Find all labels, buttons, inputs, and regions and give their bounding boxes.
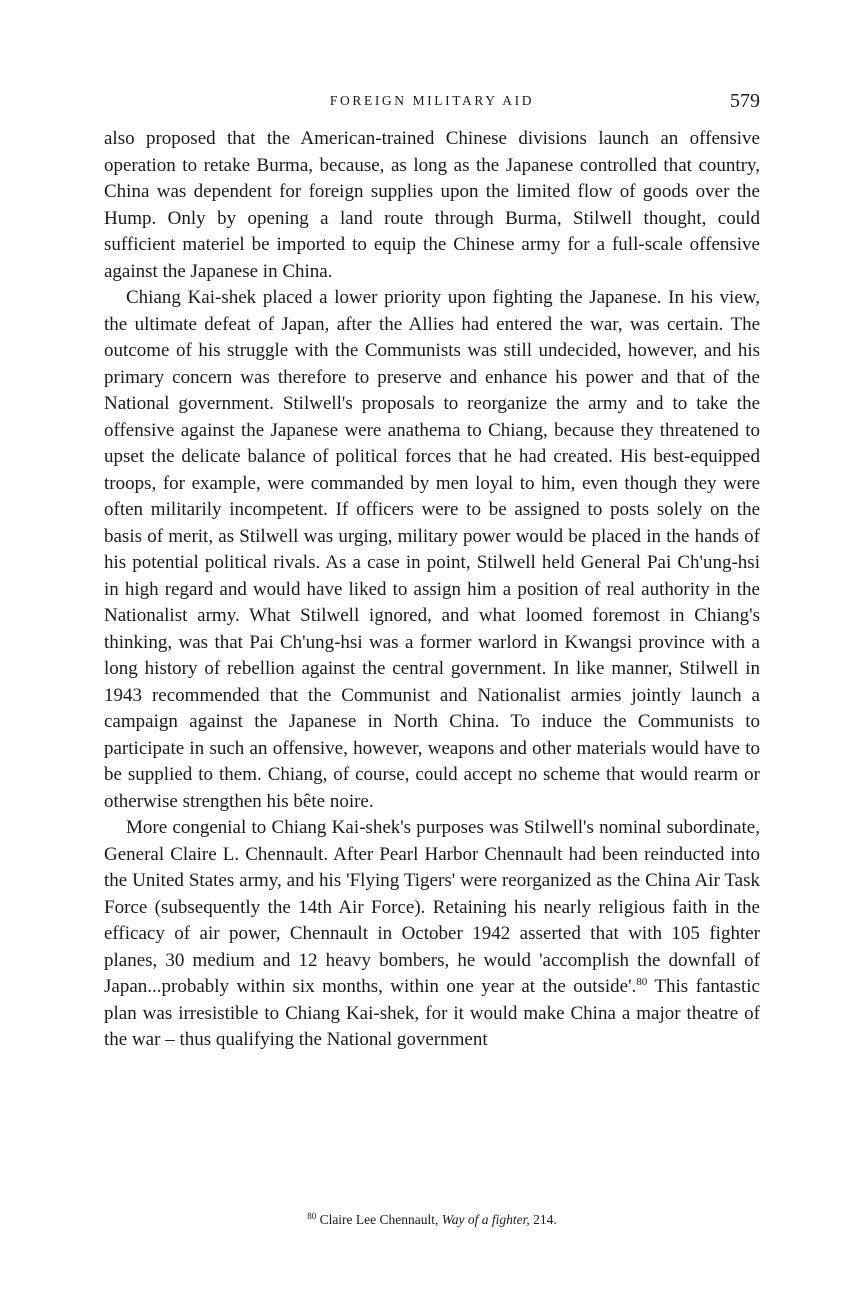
- running-title: FOREIGN MILITARY AID: [329, 93, 535, 108]
- footnote-number: 80: [307, 1211, 317, 1221]
- paragraph-1: also proposed that the American-trained Chinese divisions launch an offensive operation to retake Burma, because, as long as the Japanese controlled that country, China was dependent for foreign supplies upon the limited flow of goods over the Hump. Only by opening a land route through Burma, Stilwell thought, could sufficient materiel be imported to equip the Chinese army for a full-scale offensive against the Japanese in China.: [104, 128, 760, 282]
- paragraph-2: Chiang Kai-shek placed a lower priority upon fighting the Japanese. In his view, the ultimate defeat of Japan, after the Allies had entered the war, was certain. The outcome of his struggle with the Communists was still undecided, however, and his primary concern was therefore to preserve and enhance his power and that of the National government. Stilwell's proposals to reorganize the army and to take the offensive against the Japanese were anathema to Chiang, because they threatened to upset the delicate balance of political forces that he had created. His best-equipped troops, for example, were commanded by men loyal to him, even though they were often militarily incompetent. If officers were to be assigned to posts solely on the basis of merit, as Stilwell was urging, military power would be placed in the hands of his potential political rivals. As a case in point, Stilwell held General Pai Ch'ung-hsi in high regard and would have liked to assign him a position of real authority in the Nationalist army. What Stilwell ignored, and what loomed foremost in Chiang's thinking, was that Pai Ch'ung-hsi was a former warlord in Kwangsi province with a long history of rebellion against the central government. In like manner, Stilwell in 1943 recommended that the Communist and Nationalist armies jointly launch a campaign against the Japanese in North China. To induce the Communists to participate in such an offensive, however, weapons and other materials would have to be supplied to them. Chiang, of course, could accept no scheme that would rearm or otherwise strengthen his bête noire.: [104, 287, 760, 812]
- footnote-book-title: Way of a fighter,: [441, 1212, 530, 1227]
- paragraph-3-part-2: This fantastic plan was irresistible to Chiang Kai-shek, for it would make China a major theatre of the war – thus qualifying the National government: [104, 976, 760, 1050]
- footnote-page: 214.: [533, 1212, 557, 1227]
- paragraph-3: [104, 815, 760, 1054]
- page-number: 579: [730, 90, 760, 112]
- paragraph-3-part-1: More congenial to Chiang Kai-shek's purposes was Stilwell's nominal subordinate, General Claire L. Chennault. After Pearl Harbor Chennault had been reinducted into the United States army, and his 'Flying Tigers' were reorganized as the China Air Task Force (subsequently the 14th Air Force). Retaining his nearly religious faith in the efficacy of air power, Chennault in October 1942 asserted that with 105 fighter planes, 30 medium and 12 heavy bombers, he would 'accomplish the downfall of Japan...probably within six months, within one year at the outside'.: [104, 817, 760, 997]
- footnote: [104, 1212, 760, 1228]
- body-text: [104, 126, 760, 1054]
- footnote-author: Claire Lee Chennault,: [319, 1212, 439, 1227]
- footnote-reference: 80: [636, 976, 648, 988]
- running-head: [104, 90, 760, 114]
